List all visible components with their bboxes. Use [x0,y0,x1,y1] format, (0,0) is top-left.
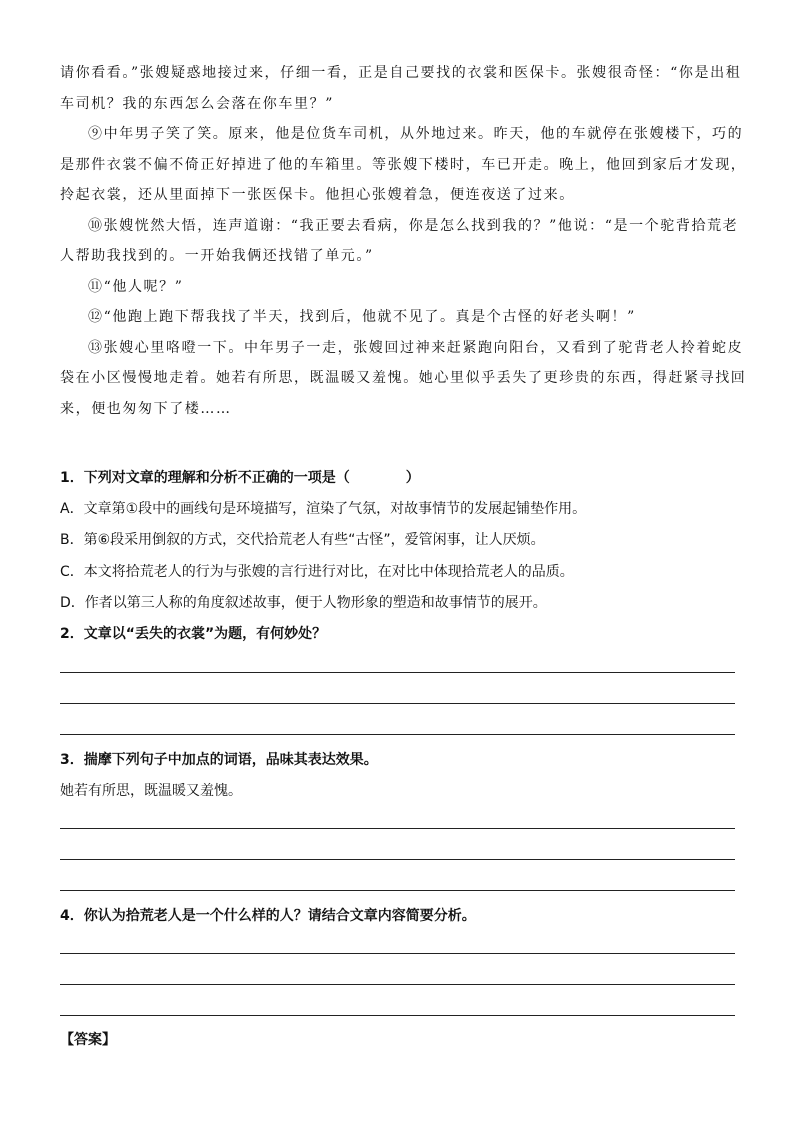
question-4: 4．你认为拾荒老人是一个什么样的人？请结合文章内容简要分析。 [60,908,476,924]
answer-line[interactable] [60,859,735,860]
question-3-sentence: 她若有所思，既温暖又羞愧。 [60,783,242,799]
answer-line[interactable] [60,953,735,954]
question-2: 2．文章以“丢失的衣裳”为题，有何妙处？ [60,626,327,642]
option-b: B．第⑥段采用倒叙的方式，交代拾荒老人有些“古怪”，爱管闲事，让人厌烦。 [60,532,545,548]
paragraph-13: ⑬张嫂心里咯噔一下。中年男子一走，张嫂回过神来赶紧跑向阳台，又看到了驼背老人拎着蛇皮袋在小区慢慢地走着。她若有所思，既温暖又羞愧。她心里似乎丢失了更珍贵的东西，得赶紧寻找回来，便也匆匆下了楼…… [60,339,747,417]
answer-line[interactable] [60,734,735,735]
paragraph-12: ⑫“他跑上跑下帮我找了半天，找到后，他就不见了。真是个古怪的好老头啊！” [88,309,636,325]
answer-heading: 【答案】 [60,1032,116,1048]
question-1: 1．下列对文章的理解和分析不正确的一项是（ ） [60,470,420,486]
paragraph-10: ⑩张嫂恍然大悟，连声道谢：“我正要去看病，你是怎么找到我的？”他说：“是一个驼背拾荒老人帮助我找到的。一开始我俩还找错了单元。” [60,217,739,264]
option-d: D．作者以第三人称的角度叙述故事，便于人物形象的塑造和故事情节的展开。 [60,595,547,611]
story-passage [60,58,750,424]
answer-line[interactable] [60,1015,735,1016]
paragraph-8-end: 请你看看。”张嫂疑惑地接过来，仔细一看，正是自己要找的衣裳和医保卡。张嫂很奇怪：“你是出租车司机？我的东西怎么会落在你车里？” [60,65,742,112]
answer-line[interactable] [60,890,735,891]
answer-line[interactable] [60,703,735,704]
question-3: 3．揣摩下列句子中加点的词语，品味其表达效果。 [60,752,378,768]
option-c: C．本文将拾荒老人的行为与张嫂的言行进行对比，在对比中体现拾荒老人的品质。 [60,564,574,580]
paragraph-9: ⑨中年男子笑了笑。原来，他是位货车司机，从外地过来。昨天，他的车就停在张嫂楼下，巧的是那件衣裳不偏不倚正好掉进了他的车箱里。等张嫂下楼时，车已开走。晚上，他回到家后才发现，拎起衣裳，还从里面掉下一张医保卡。他担心张嫂着急，便连夜送了过来。 [60,126,747,203]
answer-line[interactable] [60,984,735,985]
option-a: A．文章第①段中的画线句是环境描写，渲染了气氛，对故事情节的发展起铺垫作用。 [60,501,587,517]
paragraph-11: ⑪“他人呢？” [88,278,184,295]
answer-line[interactable] [60,828,735,829]
answer-line[interactable] [60,672,735,673]
